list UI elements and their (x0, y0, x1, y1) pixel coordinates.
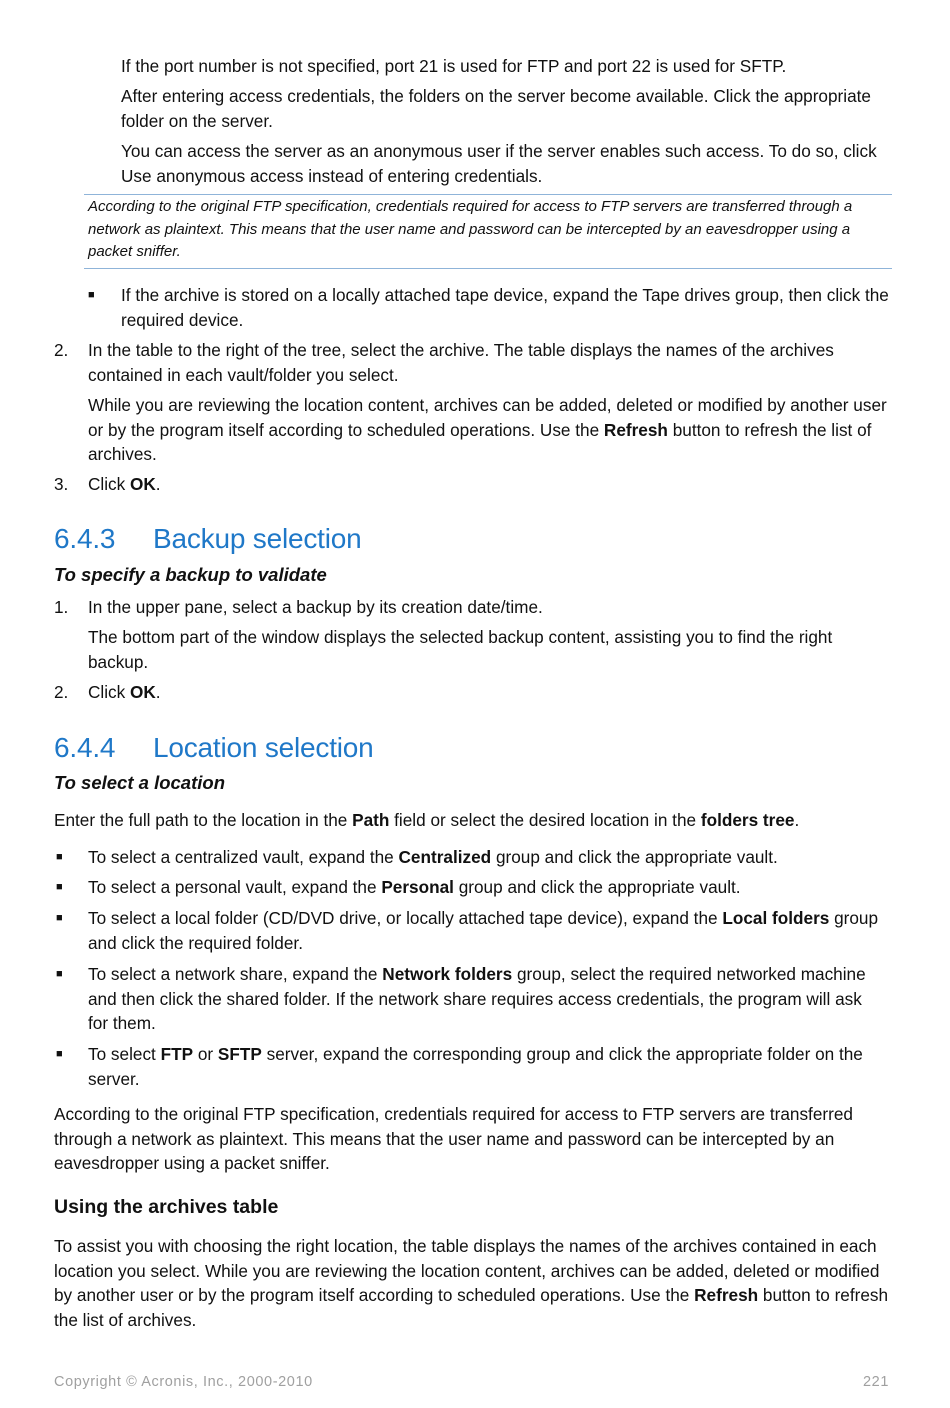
credentials-paragraph: After entering access credentials, the folders on the server become available. Click the appropriate folder on the server. (121, 86, 871, 131)
backup-step2-text: Click OK. (88, 682, 161, 702)
step2-text: In the table to the right of the tree, select the archive. The table displays the names of the archives contained in each vault/folder you select. (88, 340, 834, 385)
bullet-icon: ■ (56, 968, 63, 980)
backup-step1-text: In the upper pane, select a backup by its creation date/time. (88, 597, 543, 617)
note-top-rule (84, 194, 892, 195)
archives-table-paragraph: To assist you with choosing the right location, the table displays the names of the archives contained in each location you select. While you are reviewing the location content, archives can be added, deleted or modified by another user or by the program itself according to scheduled operations. Use the Refresh button to refresh the list of archives. (54, 1236, 889, 1330)
folders-tree-term: folders tree (700, 810, 795, 830)
refresh-term: Refresh (603, 419, 668, 440)
bullet-icon: ■ (56, 1048, 63, 1060)
section-title: Backup selection (153, 523, 362, 554)
step-number: 1. (54, 597, 69, 617)
anonymous-paragraph: You can access the server as an anonymous user if the server enables such access. To do so, click Use anonymous access instead of entering credentials. (121, 141, 877, 186)
step3-text: Click OK. (88, 474, 161, 494)
archives-table-heading: Using the archives table (54, 1196, 279, 1218)
location-intro: Enter the full path to the location in the Path field or select the desired location in the folders tree. (54, 810, 800, 830)
centralized-term: Centralized (398, 847, 492, 867)
centralized-bullet: To select a centralized vault, expand the Centralized group and click the appropriate vault. (88, 847, 778, 867)
backup-step1-note: The bottom part of the window displays the selected backup content, assisting you to find the right backup. (88, 627, 833, 672)
note-bottom-rule (84, 268, 892, 269)
step-number: 3. (54, 474, 69, 494)
refresh-term: Refresh (694, 1285, 759, 1305)
ok-term: OK (130, 682, 156, 702)
ok-term: OK (130, 474, 156, 494)
personal-bullet: To select a personal vault, expand the Personal group and click the appropriate vault. (88, 877, 741, 897)
procedure-subtitle: To specify a backup to validate (54, 564, 327, 585)
ftp-term: FTP (160, 1044, 194, 1064)
local-folders-term: Local folders (722, 908, 830, 928)
personal-term: Personal (381, 877, 454, 897)
section-heading-644 (54, 731, 374, 765)
step-number: 2. (54, 340, 69, 360)
page-number: 221 (863, 1374, 889, 1390)
section-heading-643 (54, 522, 361, 556)
section-title: Location selection (153, 732, 374, 763)
network-folders-bullet: To select a network share, expand the Network folders group, select the required networked machine and then click the shared folder. If the network share requires access credentials, the program will ask for them. (88, 964, 866, 1033)
procedure-subtitle: To select a location (54, 772, 225, 793)
section-number: 6.4.3 (54, 523, 116, 554)
step-number: 2. (54, 682, 69, 702)
step2-refresh-note: While you are reviewing the location content, archives can be added, deleted or modified by another user or by the program itself according to scheduled operations. Use the Refresh button to refresh the list of archives. (88, 395, 887, 464)
tape-bullet-text: If the archive is stored on a locally attached tape device, expand the Tape drives group, then click the required device. (121, 285, 889, 330)
bullet-icon: ■ (88, 289, 95, 301)
sftp-term: SFTP (217, 1044, 262, 1064)
ftp-note: According to the original FTP specification, credentials required for access to FTP servers are transferred through a network as plaintext. This means that the user name and password can be intercepted by an eavesdropper using a packet sniffer. (88, 198, 853, 260)
path-term: Path (352, 810, 390, 830)
bullet-icon: ■ (56, 881, 63, 893)
bullet-icon: ■ (56, 912, 63, 924)
bullet-icon: ■ (56, 851, 63, 863)
copyright-footer: Copyright © Acronis, Inc., 2000-2010 (54, 1374, 313, 1390)
port-paragraph: If the port number is not specified, port 21 is used for FTP and port 22 is used for SFTP. (121, 56, 787, 76)
ftp-security-paragraph: According to the original FTP specification, credentials required for access to FTP servers are transferred through a network as plaintext. This means that the user name and password can be intercepted by an eavesdropper using a packet sniffer. (54, 1104, 853, 1173)
ftp-sftp-bullet: To select FTP or SFTP server, expand the corresponding group and click the appropriate folder on the server. (88, 1044, 863, 1089)
section-number: 6.4.4 (54, 732, 116, 763)
local-folders-bullet: To select a local folder (CD/DVD drive, or locally attached tape device), expand the Local folders group and click the required folder. (88, 908, 879, 953)
network-folders-term: Network folders (382, 964, 513, 984)
